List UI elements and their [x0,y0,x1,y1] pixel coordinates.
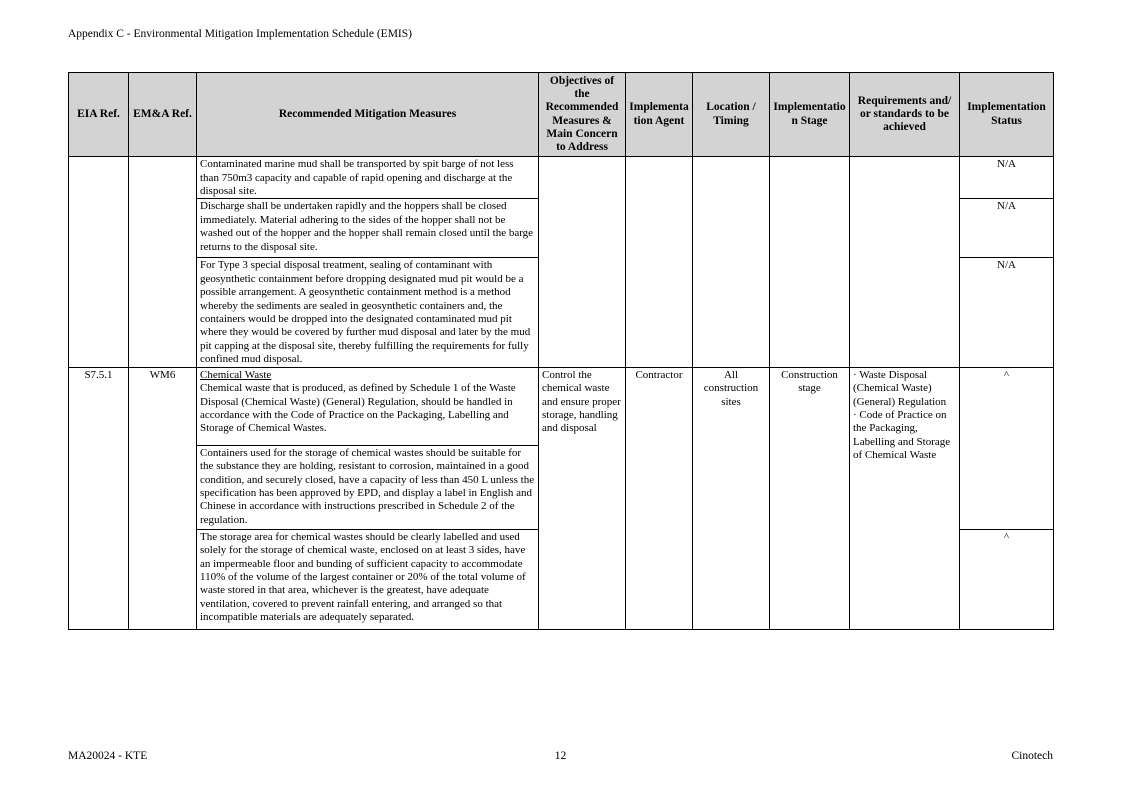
eia-ref-cell: S7.5.1 [69,367,129,629]
measure-cell: Contaminated marine mud shall be transported by spit barge of not less than 750m3 capacity and capable of rapid opening and discharge at the disposal site. [197,157,539,199]
status-cell: ^ [960,367,1054,529]
agent-cell [626,157,693,367]
measure-cell: The storage area for chemical wastes should be clearly labelled and used solely for the storage of chemical waste, enclosed on at least 3 sides, have an impermeable floor and bunding of sufficient capacity to accommodate 110% of the volume of the largest container or 20% of the total volume of waste stored in that area, whichever is the greatest, have adequate ventilation, covered to prevent rainfall entering, and arranged so that incompatible materials are adequately separated. [197,529,539,629]
requirement-item: · Code of Practice on the Packaging, Labelling and Storage of Chemical Waste [853,408,951,462]
appendix-header: Appendix C - Environmental Mitigation Implementation Schedule (EMIS) [68,28,412,40]
measure-cell: Discharge shall be undertaken rapidly and the hoppers shall be closed immediately. Material adhering to the sides of the hopper shall not be washed out of the hopper and the hopper shall remain closed until the barge returns to the disposal site. [197,199,539,258]
measure-cell: For Type 3 special disposal treatment, sealing of contaminant with geosynthetic containment before dropping designated mud pit would be a possible arrangement. A geosynthetic containment method is a method whereby the sediments are sealed in geosynthetic containers and, the containers would be dropped into the designated contaminated mud pit where they would be covered by further mud disposal and later by the mud pit capping at the disposal site, thereby fulfilling the requirements for fully confined mud disposal. [197,258,539,367]
emis-table [68,72,1054,630]
measure-heading: Chemical Waste [200,368,272,381]
col-header-implementation-stage: Implementation Stage [770,73,850,157]
location-cell [693,157,770,367]
table-row [69,367,1054,445]
objectives-cell: Control the chemical waste and ensure proper storage, handling and disposal [539,367,626,629]
objectives-cell [539,157,626,367]
col-header-implementation-agent: Implementation Agent [626,73,693,157]
footer-project-ref: MA20024 - KTE [68,750,148,762]
requirement-item: · Waste Disposal (Chemical Waste) (General) Regulation [853,368,947,408]
measure-cell [197,367,539,445]
col-header-eia-ref: EIA Ref. [69,73,129,157]
col-header-requirements: Requirements and/ or standards to be achieved [850,73,960,157]
table-row [69,157,1054,199]
measure-text: Chemical waste that is produced, as defined by Schedule 1 of the Waste Disposal (Chemical Waste) (General) Regulation, should be handled in accordance with the Code of Practice on the Packaging, Labelling and Storage of Chemical Wastes. [200,382,516,435]
status-cell: ^ [960,529,1054,629]
ema-ref-cell [129,157,197,367]
status-cell: N/A [960,157,1054,199]
stage-cell [770,157,850,367]
measure-cell: Containers used for the storage of chemical wastes should be suitable for the substance they are holding, resistant to corrosion, maintained in a good condition, and securely closed, have a capacity of less than 450 L unless the specification has been approved by EPD, and display a label in English and Chinese in accordance with instructions prescribed in Schedule 2 of the regulation. [197,445,539,529]
status-cell: N/A [960,199,1054,258]
footer-company-name: Cinotech [1011,750,1053,762]
col-header-implementation-status: Implementation Status [960,73,1054,157]
table-header-row [69,73,1054,157]
page-footer [68,750,1053,766]
requirements-cell [850,367,960,629]
requirements-cell [850,157,960,367]
agent-cell: Contractor [626,367,693,629]
col-header-measures: Recommended Mitigation Measures [197,73,539,157]
ema-ref-cell: WM6 [129,367,197,629]
col-header-location-timing: Location / Timing [693,73,770,157]
status-cell: N/A [960,258,1054,367]
eia-ref-cell [69,157,129,367]
footer-page-number: 12 [554,750,567,762]
col-header-objectives: Objectives of the Recommended Measures & Main Concern to Address [539,73,626,157]
stage-cell: Construction stage [770,367,850,629]
col-header-ema-ref: EM&A Ref. [129,73,197,157]
location-cell: All construction sites [693,367,770,629]
